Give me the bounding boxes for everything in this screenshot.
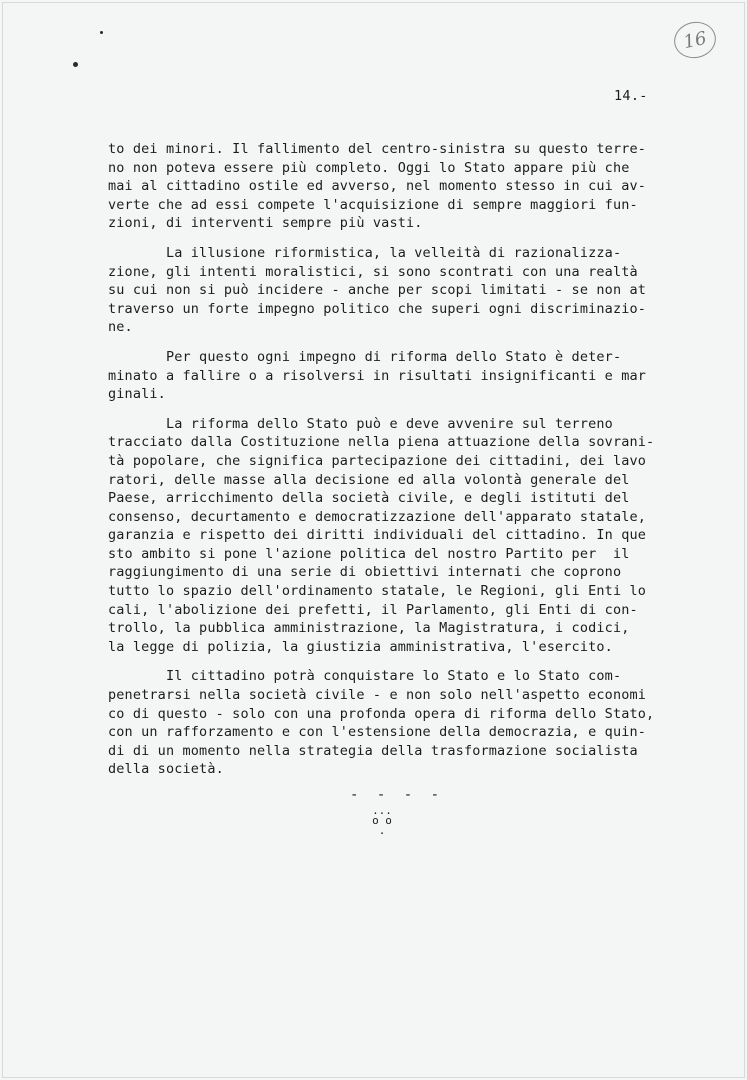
text-line: Paese, arricchimento della società civile, e degli istituti del <box>108 490 630 507</box>
text-line: co di questo - solo con una profonda opera di riforma dello Stato, <box>108 705 655 722</box>
text-line: cali, l'abolizione dei prefetti, il Parlamento, gli Enti di con- <box>108 601 638 618</box>
paragraph <box>108 348 698 404</box>
section-separator: - - - - <box>350 787 445 803</box>
text-line: verte che ad essi compete l'acquisizione di sempre maggiori fun- <box>108 196 638 213</box>
paragraph <box>108 140 698 233</box>
text-line: raggiungimento di una serie di obiettivi internati che coprono <box>108 564 622 581</box>
text-line: Il cittadino potrà conquistare lo Stato e lo Stato com- <box>108 668 622 685</box>
text-line: garanzia e rispetto dei diritti individuali del cittadino. In que <box>108 527 647 544</box>
paragraph <box>108 244 698 337</box>
text-line: penetrarsi nella società civile - e non solo nell'aspetto economi <box>108 687 647 704</box>
text-line: con un rafforzamento e con l'estensione della democrazia, e quin- <box>108 724 647 741</box>
ink-speck <box>73 62 78 67</box>
text-line: la legge di polizia, la giustizia amministrativa, l'esercito. <box>108 638 613 655</box>
ornament <box>362 806 402 836</box>
text-line: zione, gli intenti moralistici, si sono scontrati con una realtà <box>108 263 638 280</box>
text-line: di di un momento nella strategia della trasformazione socialista <box>108 742 638 759</box>
paragraph <box>108 667 698 779</box>
text-line: La riforma dello Stato può e deve avvenire sul terreno <box>108 415 613 432</box>
text-line: della società. <box>108 761 224 778</box>
text-line: tracciato dalla Costituzione nella piena attuazione della sovrani- <box>108 434 655 451</box>
paragraph-gap <box>108 337 698 348</box>
text-line: ne. <box>108 319 133 336</box>
text-line: tutto lo spazio dell'ordinamento statale, le Regioni, gli Enti lo <box>108 583 647 600</box>
paragraph-gap <box>108 233 698 244</box>
document-body <box>108 140 698 779</box>
text-line: zioni, di interventi sempre più vasti. <box>108 215 423 232</box>
page-number: 14.- <box>614 88 648 104</box>
text-line: ginali. <box>108 386 166 403</box>
text-line: La illusione riformistica, la velleità di razionalizza- <box>108 244 622 261</box>
text-line: no non poteva essere più completo. Oggi lo Stato appare più che <box>108 159 630 176</box>
ornament-line: . <box>378 824 386 837</box>
text-line: tà popolare, che significa partecipazione dei cittadini, dei lavo <box>108 452 647 469</box>
text-line: mai al cittadino ostile ed avverso, nel momento stesso in cui av- <box>108 178 647 195</box>
ornament-line: ... <box>372 804 392 817</box>
text-line: trollo, la pubblica amministrazione, la Magistratura, i codici, <box>108 620 630 637</box>
text-line: traverso un forte impegno politico che superi ogni discriminazio- <box>108 300 647 317</box>
paragraph-gap <box>108 656 698 667</box>
text-line: Per questo ogni impegno di riforma dello Stato è deter- <box>108 348 622 365</box>
text-line: consenso, decurtamento e democratizzazione dell'apparato statale, <box>108 508 647 525</box>
text-line: su cui non si può incidere - anche per scopi limitati - se non at <box>108 282 647 299</box>
stamp-number: 16 <box>681 27 709 53</box>
ink-speck <box>100 31 103 34</box>
text-line: minato a fallire o a risolversi in risultati insignificanti e mar <box>108 367 647 384</box>
text-line: to dei minori. Il fallimento del centro-sinistra su questo terre- <box>108 141 647 157</box>
paragraph-gap <box>108 404 698 415</box>
ornament-line: o o <box>372 814 392 827</box>
text-line: ratori, delle masse alla decisione ed alla volontà generale del <box>108 471 630 488</box>
paragraph <box>108 415 698 657</box>
text-line: sto ambito si pone l'azione politica del nostro Partito per il <box>108 545 630 562</box>
